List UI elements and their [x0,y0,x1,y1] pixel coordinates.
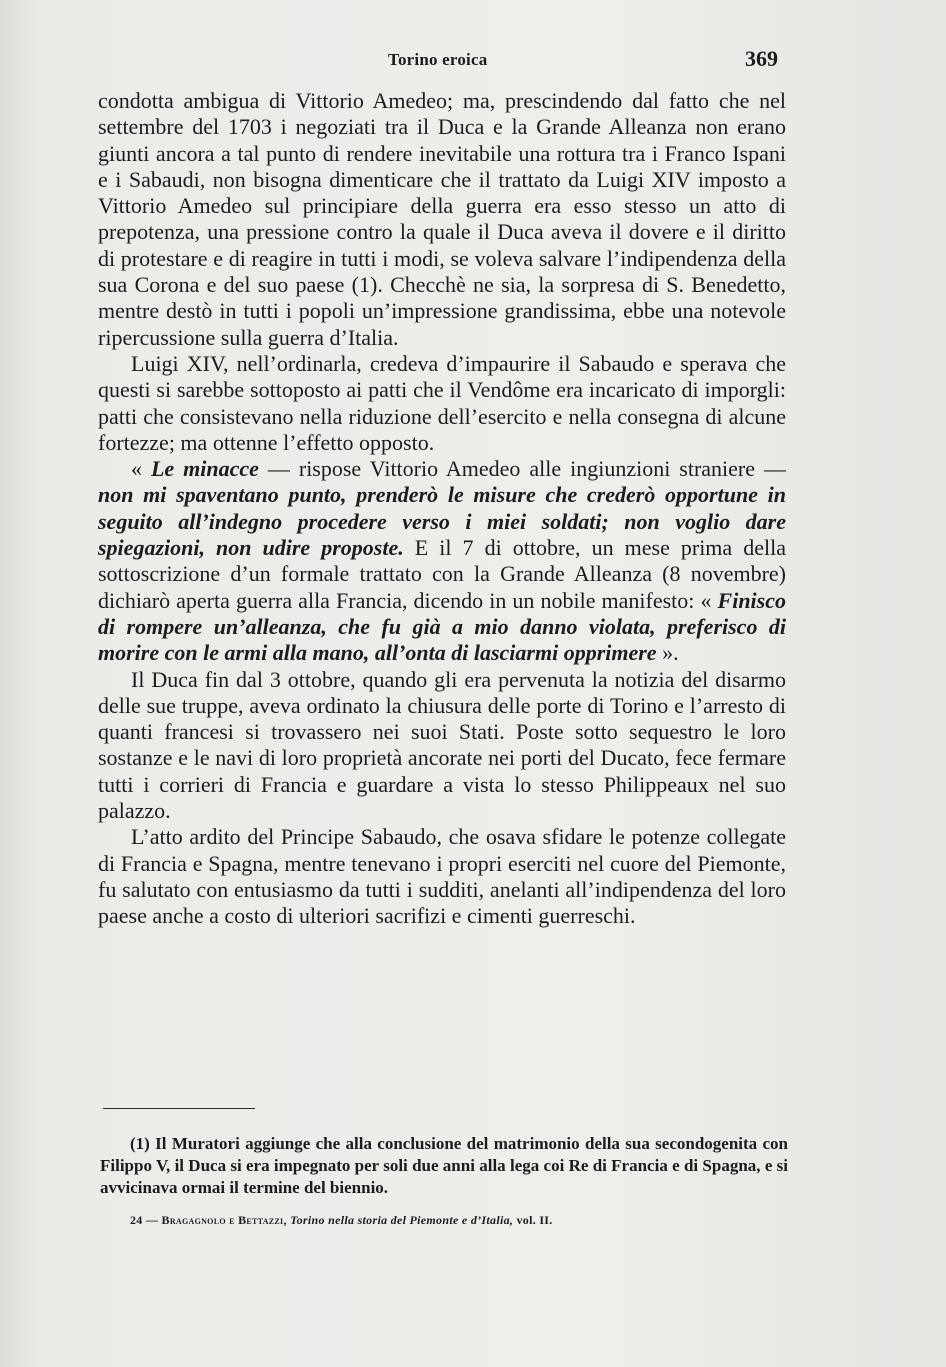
running-title: Torino eroica [388,50,488,69]
signature-authors: Bragagnolo e Bettazzi, [161,1213,287,1227]
body-text [98,88,786,930]
paragraph-quote [98,456,786,666]
page-header [0,46,946,76]
paragraph-3: Il Duca fin dal 3 ottobre, quando gli era pervenuta la notizia del disarmo delle sue truppe, aveva ordinato la chiusura delle porte di Torino e l’arresto di quanti francesi si trovassero nei suoi Stati. Poste sotto sequestro le loro sostanze e le navi di loro proprietà ancorate nei porti del Ducato, fece fermare tutti i corrieri di Francia e guardare a vista lo stesso Philippeaux nel suo palazzo. [98,666,786,824]
paragraph-1: condotta ambigua di Vittorio Amedeo; ma, prescindendo dal fatto che nel settembre del 1703 i negoziati tra il Duca e la Grande Alleanza non erano giunti ancora a tal punto di rendere inevitabile una rottura tra i Franco Ispani e i Sabaudi, non bisogna dimenticare che il trattato da Luigi XIV imposto a Vittorio Amedeo sul principiare della guerra era esso stesso un atto di prepotenza, una pressione contro la quale il Duca aveva il dovere e il diritto di protestare e di reagire in tutti i modi, se voleva salvare l’indipendenza della sua Corona e del suo paese (1). Checchè ne sia, la sorpresa di S. Benedetto, mentre destò in tutti i popoli un’impressione grandissima, ebbe una notevole ripercussione sulla guerra d’Italia. [98,88,786,350]
paragraph-4: L’atto ardito del Principe Sabaudo, che osava sfidare le potenze collegate di Francia e Spagna, mentre tenevano i propri eserciti nel cuore del Piemonte, fu salutato con entusiasmo da tutti i sudditi, anelanti all’indipendenza del loro paese anche a costo di ulteriori sacrifizi e cimenti guerreschi. [98,824,786,929]
page-number: 369 [745,46,778,71]
quote-fragment-2: non mi spaventano punto, prenderò le misure che crederò opportune in seguito all’indegno procedere verso i miei soldati; non voglio dare spiegazioni, non udire proposte. [98,482,786,561]
footnote-divider [103,1108,255,1109]
signature-dash: — [142,1213,162,1227]
quote-text-1: — rispose Vittorio Amedeo alle ingiunzioni straniere — [258,456,786,482]
quote-close: ». [656,640,679,666]
quote-open: « [131,456,151,482]
signature-sheet-number: 24 [130,1213,143,1227]
paragraph-2: Luigi XIV, nell’ordinarla, credeva d’impaurire il Sabaudo e sperava che questi si sarebbe sottoposto ai patti che il Vendôme era incaricato di imporgli: patti che consistevano nella riduzione dell’esercito e nella consegna di alcune fortezze; ma ottenne l’effetto opposto. [98,350,786,455]
quote-fragment-1: Le minacce [150,456,259,482]
quote-text-2: E il 7 di ottobre, un mese prima della sottoscrizione d’un formale trattato con la Grande Alleanza (8 novembre) dichiarò aperta guerra alla Francia, dicendo in un nobile manifesto: « [98,535,786,613]
signature-title: Torino nella storia del Piemonte e d’Italia, [290,1213,514,1227]
footnote-1: (1) Il Muratori aggiunge che alla conclusione del matrimonio della sua secondogenita con Filippo V, il Duca si era impegnato per soli due anni alla lega coi Re di Francia e di Spagna, e si avvicinava ormai il termine del biennio. [100,1134,788,1197]
printer-signature [130,1213,553,1228]
quote-fragment-3: Finisco di rompere un’alleanza, che fu già a mio danno violata, preferisco di morire con le armi alla mano, all’onta di lasciarmi opprimere [98,587,786,666]
signature-volume: vol. II. [513,1213,553,1227]
